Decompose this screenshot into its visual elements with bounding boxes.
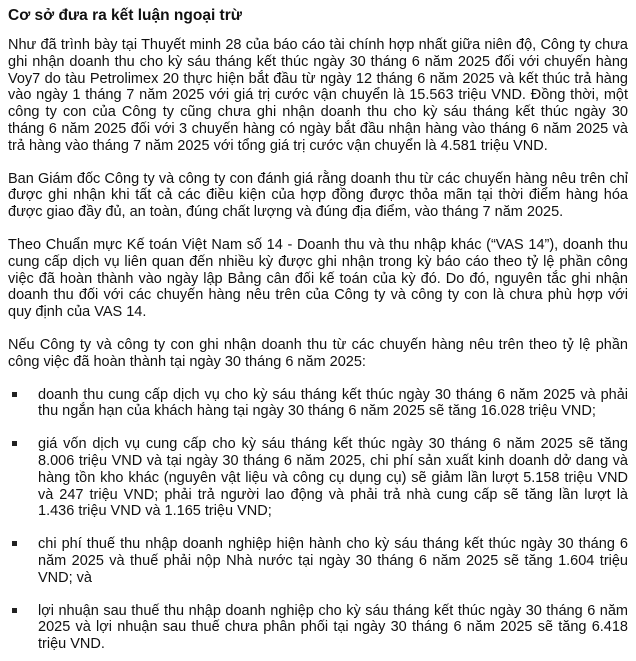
impact-list bbox=[8, 387, 628, 653]
bullet-square-icon bbox=[12, 441, 17, 446]
list-item bbox=[8, 436, 628, 520]
list-item bbox=[8, 603, 628, 653]
list-item-text: giá vốn dịch vụ cung cấp cho kỳ sáu tháng kết thúc ngày 30 tháng 6 năm 2025 sẽ tăng 8.006 triệu VND và tại ngày 30 tháng 6 năm 2025, chi phí sản xuất kinh doanh dở dang và hàng tồn kho khác (nguyên vật liệu và công cụ dụng cụ) sẽ giảm lần lượt 5.158 triệu VND và 247 triệu VND; phải trả người lao động và phải trả nhà cung cấp sẽ tăng lần lượt là 1.436 triệu VND và 1.165 triệu VND; bbox=[38, 436, 628, 520]
paragraph-impact-intro: Nếu Công ty và công ty con ghi nhận doanh thu từ các chuyến hàng nêu trên theo tỷ lệ phần công việc đã hoàn thành tại ngày 30 tháng 6 năm 2025: bbox=[8, 336, 628, 370]
paragraph-vas14: Theo Chuẩn mực Kế toán Việt Nam số 14 - Doanh thu và thu nhập khác (“VAS 14”), doanh thu cung cấp dịch vụ liên quan đến nhiều kỳ được ghi nhận trong kỳ báo cáo theo tỷ lệ phần công việc đã hoàn thành vào ngày lập Bảng cân đối kế toán của kỳ đó. Do đó, nguyên tắc ghi nhận doanh thu đối với các chuyến hàng nêu trên của Công ty và công ty con là chưa phù hợp với quy định của VAS 14. bbox=[8, 236, 628, 321]
paragraph-note-28: Như đã trình bày tại Thuyết minh 28 của báo cáo tài chính hợp nhất giữa niên độ, Công ty chưa ghi nhận doanh thu cho kỳ sáu tháng kết thúc ngày 30 tháng 6 năm 2025 đối với chuyến hàng Voy7 do tàu Petrolimex 20 thực hiện bắt đầu từ ngày 12 tháng 6 năm 2025 và kết thúc trả hàng vào ngày 1 tháng 7 năm 2025 với giá trị cước vận chuyển là 15.563 triệu VND. Đồng thời, một công ty con của Công ty cũng chưa ghi nhận doanh thu cho kỳ sáu tháng kết thúc ngày 30 tháng 6 năm 2025 đối với 3 chuyến hàng có ngày bắt đầu nhận hàng vào tháng 6 năm 2025 và trả hàng vào tháng 7 năm 2025 với tổng giá trị cước vận chuyển là 4.581 triệu VND. bbox=[8, 37, 628, 154]
bullet-square-icon bbox=[12, 392, 17, 397]
paragraph-management-assessment: Ban Giám đốc Công ty và công ty con đánh giá rằng doanh thu từ các chuyến hàng nêu trên chỉ được ghi nhận khi tất cả các điều kiện của hợp đồng được thỏa mãn tại thời điểm hàng hóa được giao đầy đủ, an toàn, đúng chất lượng và đúng địa điểm, vào tháng 7 năm 2025. bbox=[8, 170, 628, 221]
bullet-square-icon bbox=[12, 541, 17, 546]
list-item-text: chi phí thuế thu nhập doanh nghiệp hiện hành cho kỳ sáu tháng kết thúc ngày 30 tháng 6 năm 2025 và thuế phải nộp Nhà nước tại ngày 30 tháng 6 năm 2025 sẽ tăng 1.604 triệu VND; và bbox=[38, 536, 628, 586]
list-item-text: lợi nhuận sau thuế thu nhập doanh nghiệp cho kỳ sáu tháng kết thúc ngày 30 tháng 6 năm 2025 và lợi nhuận sau thuế chưa phân phối tại ngày 30 tháng 6 năm 2025 sẽ tăng 6.418 triệu VND. bbox=[38, 602, 628, 653]
bullet-square-icon bbox=[12, 608, 17, 613]
section-heading: Cơ sở đưa ra kết luận ngoại trừ bbox=[8, 7, 242, 24]
list-item-text: doanh thu cung cấp dịch vụ cho kỳ sáu tháng kết thúc ngày 30 tháng 6 năm 2025 và phải thu ngắn hạn của khách hàng tại ngày 30 tháng 6 năm 2025 sẽ tăng 16.028 triệu VND; bbox=[38, 386, 628, 420]
list-item bbox=[8, 536, 628, 586]
list-item bbox=[8, 387, 628, 421]
